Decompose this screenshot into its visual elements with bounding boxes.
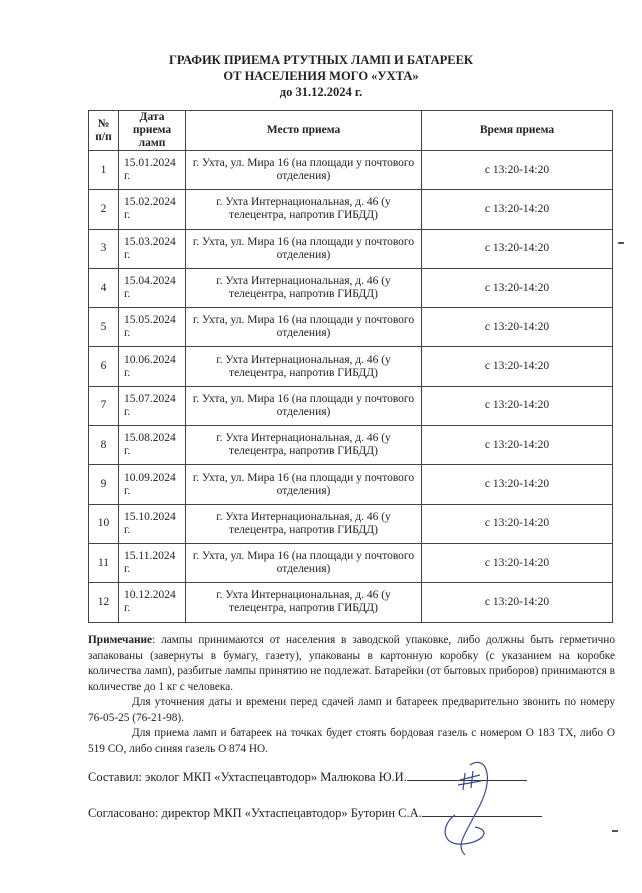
cell-date: 15.05.2024 г. <box>119 308 186 347</box>
cell-date: 15.11.2024 г. <box>119 543 186 582</box>
cell-time: с 13:20-14:20 <box>422 151 613 190</box>
cell-time: с 13:20-14:20 <box>422 504 613 543</box>
cell-num: 6 <box>89 347 119 386</box>
cell-date: 15.01.2024 г. <box>119 151 186 190</box>
cell-place: г. Ухта Интернациональная, д. 46 (у телецентра, напротив ГИБДД) <box>186 504 422 543</box>
cell-num: 3 <box>89 229 119 268</box>
cell-num: 9 <box>89 465 119 504</box>
schedule-table <box>88 110 613 623</box>
cell-time: с 13:20-14:20 <box>422 465 613 504</box>
cell-place: г. Ухта Интернациональная, д. 46 (у телецентра, напротив ГИБДД) <box>186 583 422 622</box>
cell-date: 10.09.2024 г. <box>119 465 186 504</box>
cell-place: г. Ухта Интернациональная, д. 46 (у телецентра, напротив ГИБДД) <box>186 268 422 307</box>
cell-num: 12 <box>89 583 119 622</box>
compiled-by: Составил: эколог МКП «Ухтаспецавтодор» Малюкова Ю.И. <box>88 770 527 785</box>
approved-by: Согласовано: директор МКП «Ухтаспецавтодор» Буторин С.А. <box>88 806 542 821</box>
cell-num: 10 <box>89 504 119 543</box>
cell-place: г. Ухта, ул. Мира 16 (на площади у почтового отделения) <box>186 465 422 504</box>
document-title <box>0 52 642 100</box>
cell-place: г. Ухта, ул. Мира 16 (на площади у почтового отделения) <box>186 151 422 190</box>
table-row <box>89 465 613 504</box>
table-row <box>89 347 613 386</box>
cell-place: г. Ухта, ул. Мира 16 (на площади у почтового отделения) <box>186 308 422 347</box>
title-line-3: до 31.12.2024 г. <box>279 85 363 99</box>
cell-date: 10.12.2024 г. <box>119 583 186 622</box>
cell-time: с 13:20-14:20 <box>422 229 613 268</box>
cell-num: 1 <box>89 151 119 190</box>
note-text: : лампы принимаются от населения в заводской упаковке, либо должны быть герметично запакованы (завернуты в бумагу, газету), упакованы в картонную коробку (с указанием на коробке количества ламп), разбитые лампы принятию не подлежат. Батарейки (от бытовых приборов) принимаются в количестве до 1 кг с человека. <box>88 634 615 693</box>
cell-place: г. Ухта Интернациональная, д. 46 (у телецентра, напротив ГИБДД) <box>186 190 422 229</box>
cell-num: 2 <box>89 190 119 229</box>
cell-num: 5 <box>89 308 119 347</box>
cell-time: с 13:20-14:20 <box>422 386 613 425</box>
note-label: Примечание <box>88 634 153 646</box>
header-place: Место приема <box>186 111 422 151</box>
cell-date: 15.02.2024 г. <box>119 190 186 229</box>
cell-date: 15.10.2024 г. <box>119 504 186 543</box>
cell-time: с 13:20-14:20 <box>422 543 613 582</box>
table-row <box>89 504 613 543</box>
scan-mark <box>612 830 618 832</box>
title-line-2: ОТ НАСЕЛЕНИЯ МОГО «УХТА» <box>223 69 419 83</box>
table-row <box>89 583 613 622</box>
cell-time: с 13:20-14:20 <box>422 308 613 347</box>
cell-num: 7 <box>89 386 119 425</box>
title-line-1: ГРАФИК ПРИЕМА РТУТНЫХ ЛАМП И БАТАРЕЕК <box>168 53 473 67</box>
cell-num: 11 <box>89 543 119 582</box>
cell-place: г. Ухта, ул. Мира 16 (на площади у почтового отделения) <box>186 543 422 582</box>
handwritten-signature <box>425 755 515 865</box>
cell-date: 15.07.2024 г. <box>119 386 186 425</box>
table-row <box>89 229 613 268</box>
header-num: № п/п <box>89 111 119 151</box>
header-date: Дата приема ламп <box>119 111 186 151</box>
vehicles-note: Для приема ламп и батареек на точках будет стоять бордовая газель с номером О 183 ТХ, либо О 519 СО, либо синяя газель О 874 НО. <box>88 727 615 755</box>
table-row <box>89 190 613 229</box>
cell-date: 15.08.2024 г. <box>119 426 186 465</box>
cell-place: г. Ухта Интернациональная, д. 46 (у телецентра, напротив ГИБДД) <box>186 426 422 465</box>
cell-place: г. Ухта, ул. Мира 16 (на площади у почтового отделения) <box>186 229 422 268</box>
table-row <box>89 268 613 307</box>
cell-date: 10.06.2024 г. <box>119 347 186 386</box>
table-header-row <box>89 111 613 151</box>
cell-num: 8 <box>89 426 119 465</box>
cell-place: г. Ухта, ул. Мира 16 (на площади у почтового отделения) <box>186 386 422 425</box>
table-row <box>89 151 613 190</box>
table-row <box>89 543 613 582</box>
cell-date: 15.03.2024 г. <box>119 229 186 268</box>
table-row <box>89 426 613 465</box>
cell-num: 4 <box>89 268 119 307</box>
scan-mark <box>618 242 624 244</box>
cell-time: с 13:20-14:20 <box>422 347 613 386</box>
notes-section <box>88 633 615 757</box>
phone-note: Для уточнения даты и времени перед сдачей ламп и батареек предварительно звонить по номеру 76-05-25 (76-21-98). <box>88 696 615 724</box>
cell-place: г. Ухта Интернациональная, д. 46 (у телецентра, напротив ГИБДД) <box>186 347 422 386</box>
table-row <box>89 386 613 425</box>
cell-time: с 13:20-14:20 <box>422 426 613 465</box>
cell-date: 15.04.2024 г. <box>119 268 186 307</box>
table-row <box>89 308 613 347</box>
header-time: Время приема <box>422 111 613 151</box>
cell-time: с 13:20-14:20 <box>422 268 613 307</box>
cell-time: с 13:20-14:20 <box>422 190 613 229</box>
cell-time: с 13:20-14:20 <box>422 583 613 622</box>
